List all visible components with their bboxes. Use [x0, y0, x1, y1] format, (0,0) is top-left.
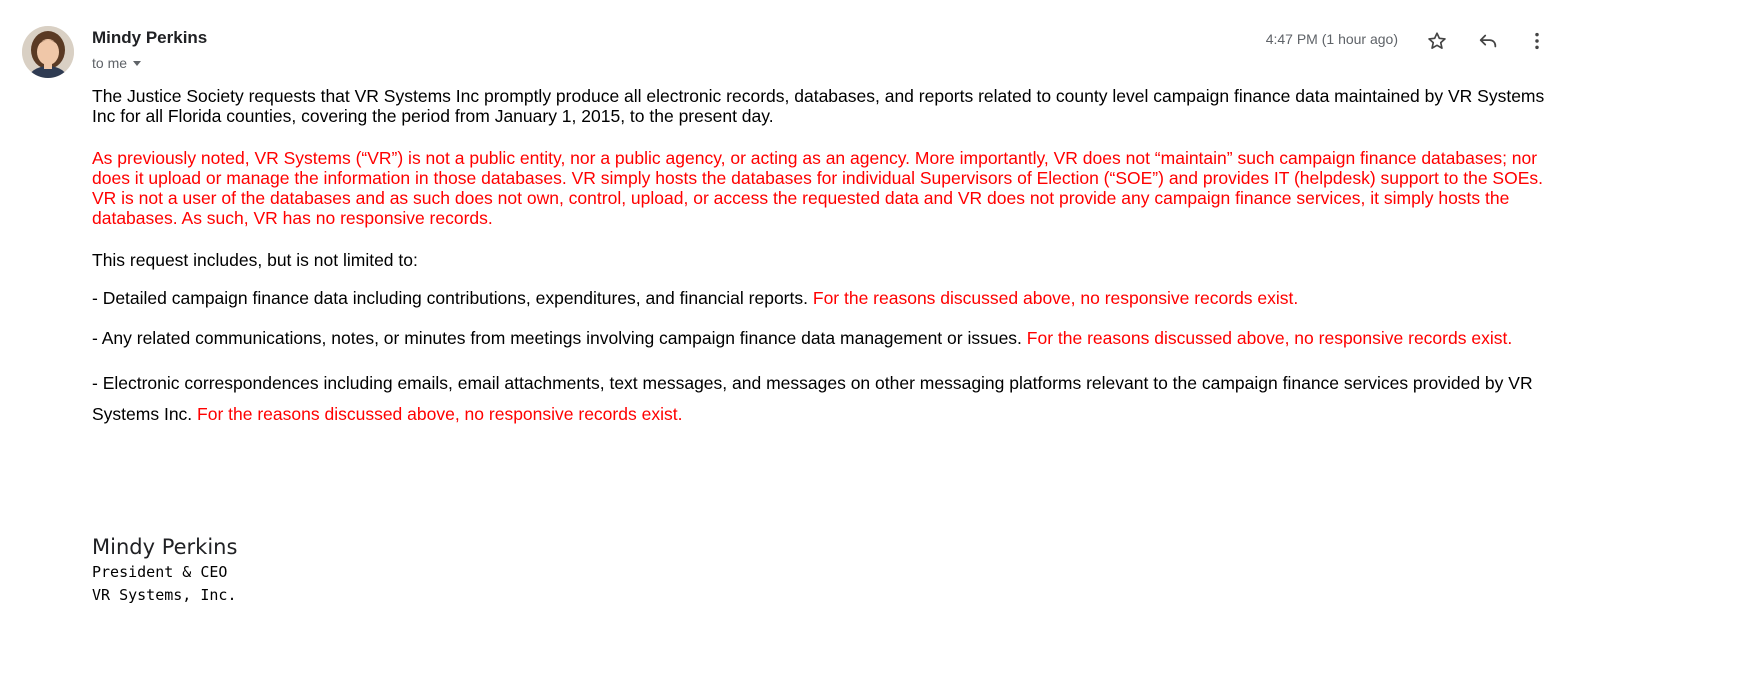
signature-name: Mindy Perkins — [92, 535, 238, 559]
signature-company: VR Systems, Inc. — [92, 586, 237, 604]
recipient-details-toggle[interactable] — [92, 55, 141, 71]
more-vert-icon — [1526, 30, 1548, 52]
message-body — [92, 86, 1547, 430]
request-item-3-text: - Electronic correspondences including emails, email attachments, text messages, and messages on other messaging platforms relevant to the campaign finance services provided by VR Systems Inc. — [92, 373, 1533, 424]
email-signature — [92, 533, 237, 607]
reply-icon — [1477, 30, 1499, 52]
reply-button[interactable] — [1475, 28, 1501, 54]
signature-title: President & CEO — [92, 563, 228, 581]
request-item-3 — [92, 368, 1547, 430]
request-paragraph: The Justice Society requests that VR Systems Inc promptly produce all electronic records, databases, and reports related to county level campaign finance data maintained by VR Systems Inc for all Florida counties, covering the period from January 1, 2015, to the present day. — [92, 86, 1545, 126]
sender-avatar[interactable] — [22, 26, 74, 78]
request-item-2 — [92, 328, 1547, 348]
avatar-photo-icon — [22, 26, 74, 78]
request-item-3-response: For the reasons discussed above, no responsive records exist. — [197, 404, 683, 424]
request-item-1 — [92, 288, 1547, 308]
chevron-down-icon — [133, 61, 141, 66]
star-icon — [1426, 30, 1448, 52]
request-item-2-text: - Any related communications, notes, or minutes from meetings involving campaign finance data management or issues. — [92, 328, 1022, 348]
request-item-2-response: For the reasons discussed above, no responsive records exist. — [1026, 328, 1513, 348]
request-item-1-text: - Detailed campaign finance data including contributions, expenditures, and financial reports. — [92, 288, 808, 308]
scope-intro: This request includes, but is not limited to: — [92, 250, 418, 270]
recipient-label: to me — [92, 55, 128, 71]
sender-name[interactable]: Mindy Perkins — [92, 28, 208, 47]
response-paragraph: As previously noted, VR Systems (“VR”) is not a public entity, nor a public agency, or acting as an agency. More importantly, VR does not “maintain” such campaign finance databases; nor does it upload or manage the information in those databases. VR simply hosts the databases for individual Supervisors of Election (“SOE”) and provides IT (helpdesk) support to the SOEs. VR is not a user of the databases and as such does not own, control, upload, or access the requested data and VR does not provide any campaign finance services, it simply hosts the databases. As such, VR has no responsive records. — [92, 148, 1543, 228]
star-button[interactable] — [1424, 28, 1450, 54]
more-options-button[interactable] — [1524, 28, 1550, 54]
request-item-1-response: For the reasons discussed above, no responsive records exist. — [812, 288, 1299, 308]
message-timestamp: 4:47 PM (1 hour ago) — [1265, 31, 1398, 47]
